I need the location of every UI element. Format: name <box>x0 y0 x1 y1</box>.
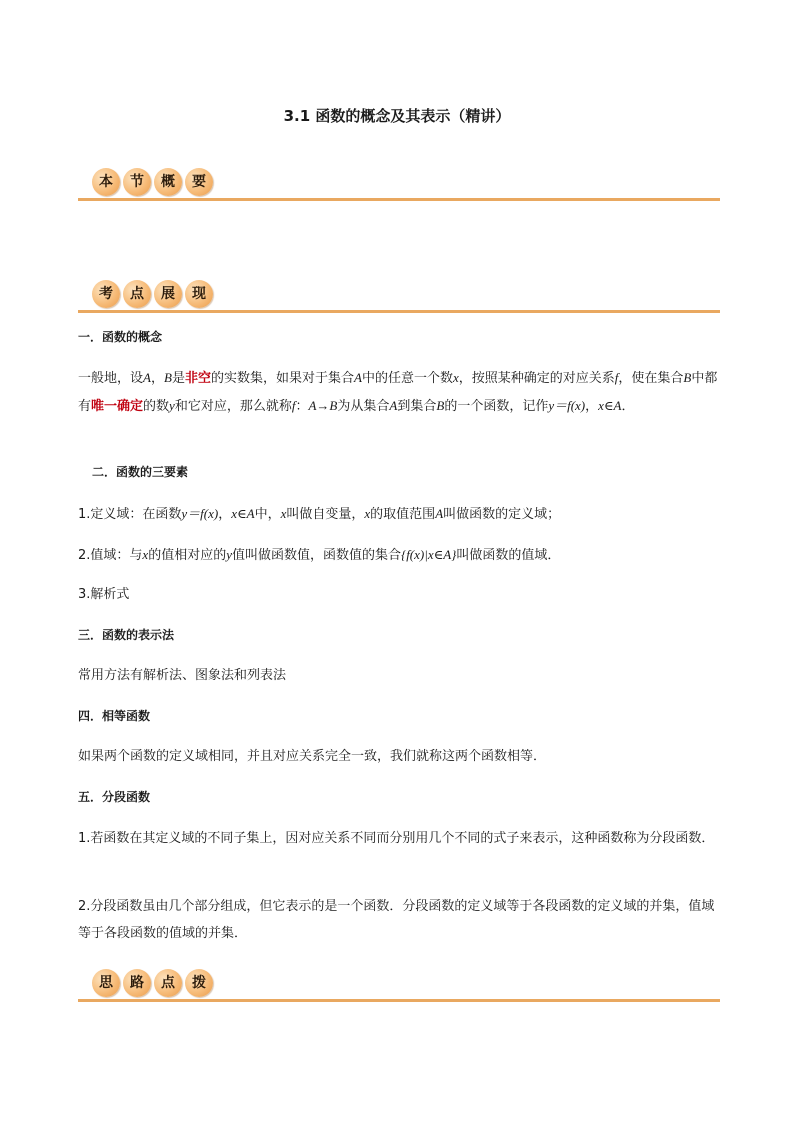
piecewise-paragraph-1: 1.若函数在其定义域的不同子集上，因对应关系不同而分别用几个不同的式子来表示，这种函数称为分段函数． <box>78 831 715 846</box>
banner-char: 现 <box>185 280 213 308</box>
banner-char: 考 <box>92 280 120 308</box>
section-heading-representation: 三．函数的表示法 <box>78 628 175 642</box>
section-heading-three-elements: 二．函数的三要素 <box>92 465 189 479</box>
emphasis-unique: 唯一确定 <box>91 399 144 414</box>
banner-char: 概 <box>154 168 182 196</box>
representation-paragraph: 常用方法有解析法、图象法和列表法 <box>78 668 287 683</box>
range-paragraph: 2.值域：与x的值相对应的y值叫做函数值，函数值的集合{f(x)|x∈A}叫做函数的值域． <box>78 547 561 563</box>
piecewise-paragraph-2: 2.分段函数虽由几个部分组成，但它表示的是一个函数．分段函数的定义域等于各段函数的定义域的并集，值域等于各段函数的值域的并集． <box>78 899 715 941</box>
banner-char: 点 <box>123 280 151 308</box>
banner-char: 拨 <box>185 969 213 997</box>
emphasis-nonempty: 非空 <box>184 371 211 386</box>
banner-badges <box>92 280 213 308</box>
section-banner-points <box>78 280 720 314</box>
section-banner-tips <box>78 969 720 1003</box>
banner-char: 点 <box>154 969 182 997</box>
banner-badges <box>92 969 213 997</box>
banner-char: 思 <box>92 969 120 997</box>
concept-definition-paragraph: 一般地，设A，B是非空的实数集，如果对于集合A中的任意一个数x，按照某种确定的对应关系f，使在集合B中都有唯一确定的数y和它对应，那么就称f：A→B为从集合A到集合B的一个函数，记作y＝f(x)，x∈A． <box>78 370 718 414</box>
banner-char: 要 <box>185 168 213 196</box>
banner-rule <box>78 999 720 1002</box>
banner-char: 本 <box>92 168 120 196</box>
section-heading-piecewise: 五．分段函数 <box>78 790 151 804</box>
section-heading-equal-functions: 四．相等函数 <box>78 709 151 723</box>
banner-char: 节 <box>123 168 151 196</box>
section-heading-concept: 一．函数的概念 <box>78 330 163 344</box>
banner-char: 展 <box>154 280 182 308</box>
banner-char: 路 <box>123 969 151 997</box>
banner-badges <box>92 168 213 196</box>
equal-functions-paragraph: 如果两个函数的定义域相同，并且对应关系完全一致，我们就称这两个函数相等． <box>78 749 547 764</box>
banner-rule <box>78 198 720 201</box>
domain-paragraph: 1.定义域：在函数y＝f(x)，x∈A中，x叫做自变量，x的取值范围A叫做函数的定义域； <box>78 506 561 522</box>
banner-rule <box>78 310 720 313</box>
expression-paragraph: 3.解析式 <box>78 587 130 602</box>
section-banner-overview <box>78 168 720 202</box>
page-title: 3.1 函数的概念及其表示（精讲） <box>283 107 511 125</box>
